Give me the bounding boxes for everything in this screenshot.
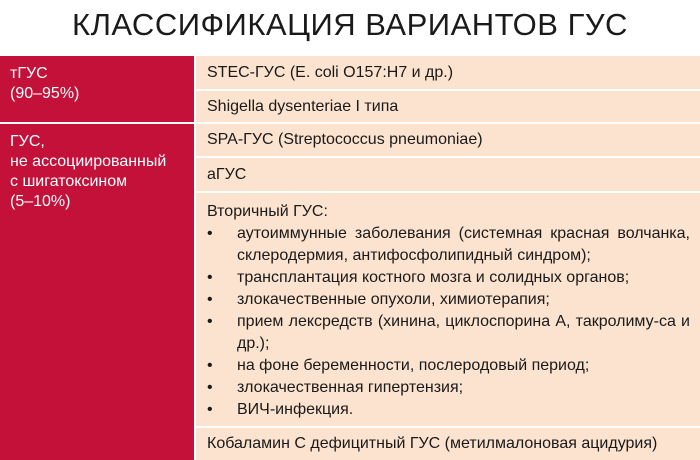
row-text: SPA-ГУС (Streptococcus pneumoniae) — [207, 131, 483, 148]
table-row — [196, 124, 700, 156]
list-item — [207, 355, 690, 377]
row-text: STEC-ГУС (E. coli O157:H7 и др.) — [207, 63, 454, 81]
row-text: Shigella dysenteriae I типа — [207, 97, 399, 115]
list-item — [207, 377, 690, 399]
list-item-text: на фоне беременности, послеродовый период; — [237, 357, 590, 374]
table-row — [196, 56, 700, 89]
bullet-icon: • — [207, 357, 213, 374]
secondary-heading: Вторичный ГУС: — [207, 203, 328, 220]
group-label-line: не ассоциированный — [10, 153, 167, 170]
list-item — [207, 267, 690, 289]
list-item — [207, 311, 690, 355]
row-text: аГУС — [207, 165, 247, 183]
bullet-icon: • — [207, 225, 213, 242]
list-item — [207, 289, 690, 311]
list-item-text: аутоиммунные заболевания (системная красная волчанка, склеродермия, антифосфолипидный синдром); — [237, 225, 690, 264]
secondary-hus-cell — [196, 193, 700, 426]
group-label-line: ГУС, — [10, 133, 45, 150]
group-label-line: с шигатоксином — [10, 173, 128, 190]
bullet-icon: • — [207, 291, 213, 308]
bullet-icon: • — [207, 401, 213, 418]
list-item-text: трансплантация костного мозга и солидных органов; — [237, 269, 630, 286]
bullet-icon: • — [207, 313, 213, 330]
list-item-text: злокачественные опухоли, химиотерапия; — [237, 291, 550, 308]
group-label-line: тГУС — [10, 65, 48, 82]
list-item — [207, 399, 690, 421]
bullet-icon: • — [207, 379, 213, 396]
bullet-icon: • — [207, 269, 213, 286]
row-text: Кобаламин С дефицитный ГУС (метилмалоновая ацидурия) — [207, 435, 658, 452]
list-item — [207, 223, 690, 267]
classification-table — [0, 56, 700, 460]
group-label-line: (90–95%) — [10, 85, 80, 102]
page-title: КЛАССИФИКАЦИЯ ВАРИАНТОВ ГУС — [72, 7, 628, 42]
group-label-non-stx — [0, 124, 194, 460]
table-row — [196, 428, 700, 460]
group-label-line: (5–10%) — [10, 193, 71, 210]
list-item-text: прием лексредств (хинина, циклоспорина А, такролиму-са и др.); — [237, 313, 690, 352]
list-item-text: злокачественная гипертензия; — [237, 379, 464, 396]
group-label-tgus — [0, 56, 194, 122]
table-row — [196, 91, 700, 122]
table-row — [196, 158, 700, 191]
list-item-text: ВИЧ-инфекция. — [237, 401, 354, 418]
